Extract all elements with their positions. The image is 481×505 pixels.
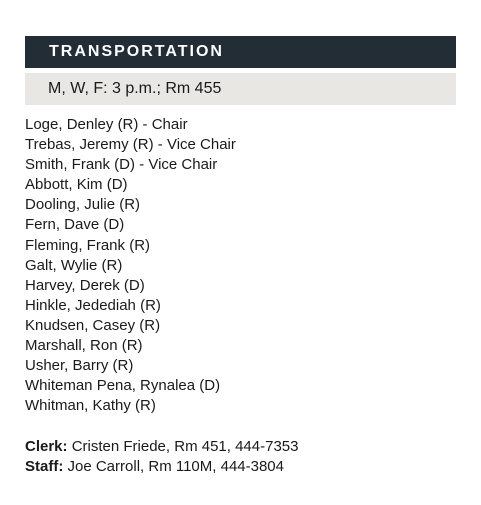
member-item: Trebas, Jeremy (R) - Vice Chair (25, 136, 236, 154)
member-item: Knudsen, Casey (R) (25, 316, 161, 334)
member-item: Whitman, Kathy (R) (25, 397, 156, 415)
staff-value: Joe Carroll, Rm 110M, 444-3804 (67, 458, 284, 476)
meeting-info-bar (25, 73, 456, 105)
member-item: Whiteman Pena, Rynalea (D) (25, 377, 221, 395)
member-list (25, 115, 456, 416)
member-item: Usher, Barry (R) (25, 357, 134, 375)
member-item: Abbott, Kim (D) (25, 176, 128, 194)
clerk-line (25, 437, 456, 457)
member-item: Hinkle, Jedediah (R) (25, 296, 161, 314)
meeting-schedule: M, W, F: 3 p.m.; Rm 455 (48, 80, 222, 97)
staff-line (25, 457, 456, 477)
member-item: Loge, Denley (R) - Chair (25, 116, 188, 133)
member-item: Marshall, Ron (R) (25, 337, 143, 355)
contacts-section (25, 437, 456, 477)
member-item: Galt, Wylie (R) (25, 256, 123, 274)
member-item: Harvey, Derek (D) (25, 276, 145, 294)
committee-card (25, 36, 456, 477)
member-item: Dooling, Julie (R) (25, 196, 141, 214)
committee-title: TRANSPORTATION (49, 43, 224, 60)
clerk-label: Clerk: (25, 438, 68, 456)
member-item: Smith, Frank (D) - Vice Chair (25, 156, 218, 174)
clerk-value: Cristen Friede, Rm 451, 444-7353 (71, 438, 299, 456)
staff-label: Staff: (25, 458, 64, 476)
member-item: Fern, Dave (D) (25, 216, 125, 234)
committee-header (25, 36, 456, 68)
member-item: Fleming, Frank (R) (25, 236, 151, 254)
